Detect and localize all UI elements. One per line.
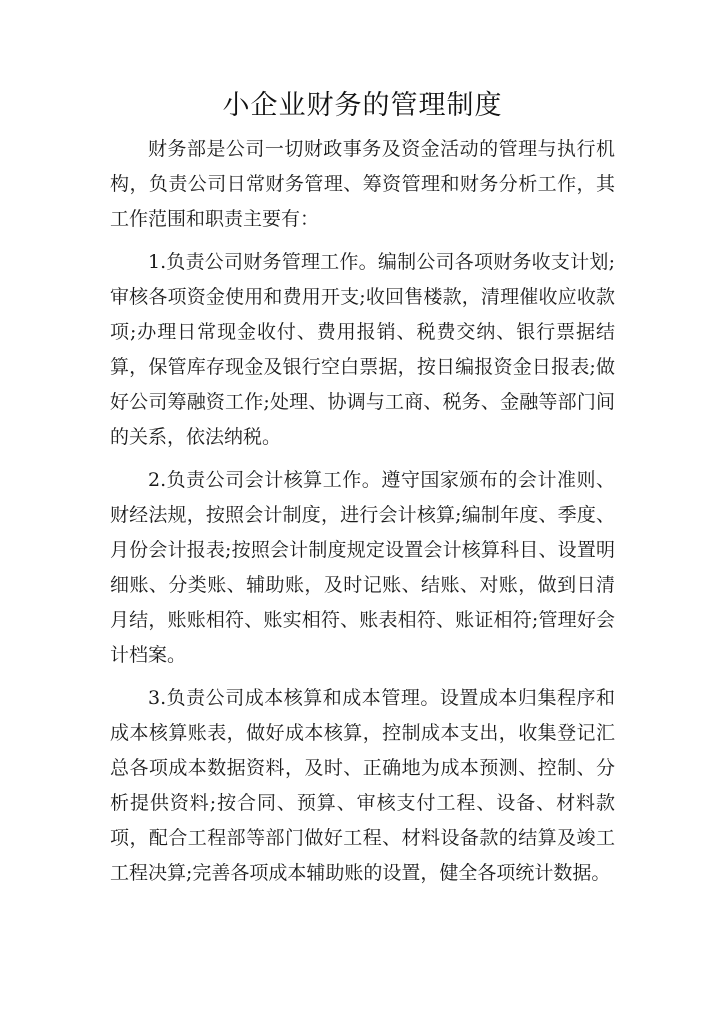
document-title: 小企业财务的管理制度 (222, 90, 503, 121)
cost-management-paragraph: 3.负责公司成本核算和成本管理。设置成本归集程序和成本核算账表，做好成本核算，控制成本支出，收集登记汇总各项成本数据资料，及时、正确地为成本预测、控制、分析提供资料;按合同、预算、审核支付工程、设备、材料款项，配合工程部等部门做好工程、材料设备款的结算及竣工工程决算;完善各项成本辅助账的设置，健全各项统计数据。 (110, 687, 615, 884)
accounting-paragraph: 2.负责公司会计核算工作。遵守国家颁布的会计准则、财经法规，按照会计制度，进行会计核算;编制年度、季度、月份会计报表;按照会计制度规定设置会计核算科目、设置明细账、分类账、辅助账，及时记账、结账、对账，做到日清月结，账账相符、账实相符、账表相符、账证相符;管理好会计档案。 (110, 469, 615, 666)
intro-paragraph: 财务部是公司一切财政事务及资金活动的管理与执行机构，负责公司日常财务管理、筹资管理和财务分析工作，其工作范围和职责主要有： (110, 138, 615, 230)
document-page (110, 80, 615, 891)
financial-management-paragraph: 1.负责公司财务管理工作。编制公司各项财务收支计划;审核各项资金使用和费用开支;收回售楼款，清理催收应收款项;办理日常现金收付、费用报销、税费交纳、银行票据结算，保管库存现金及银行空白票据，按日编报资金日报表;做好公司筹融资工作;处理、协调与工商、税务、金融等部门间的关系，依法纳税。 (110, 251, 615, 448)
